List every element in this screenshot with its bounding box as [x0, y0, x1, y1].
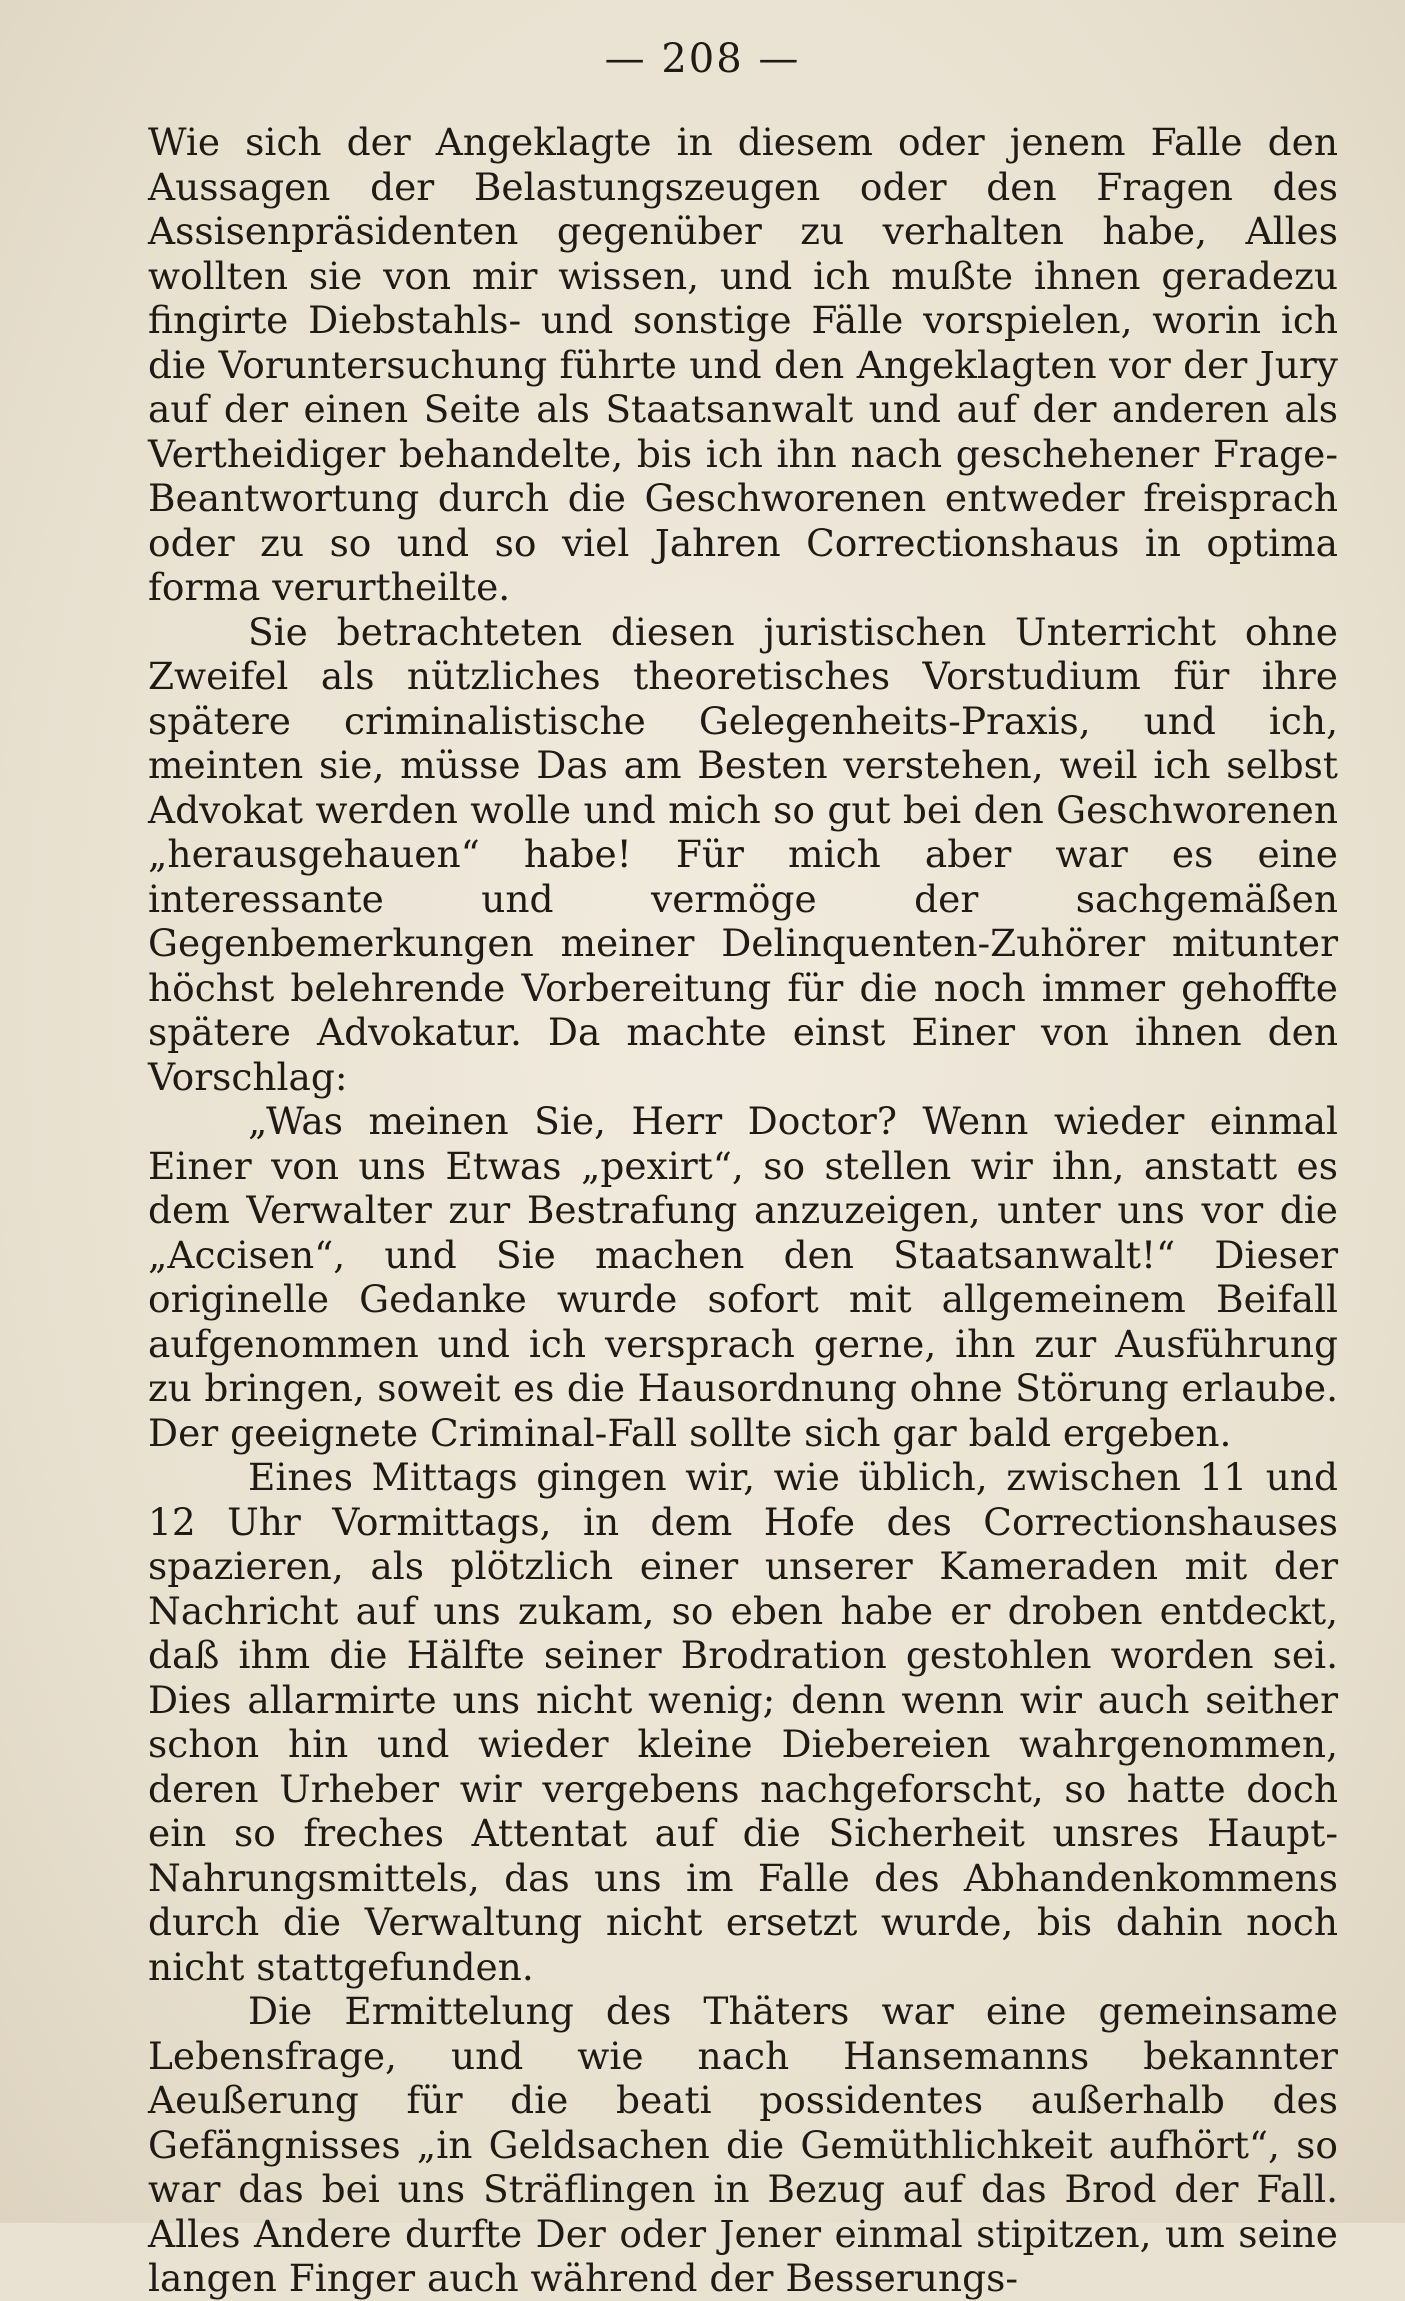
paragraph-4: Eines Mittags gingen wir, wie üblich, zwischen 11 und 12 Uhr Vormittags, in dem Hofe des Correctionshauses spazieren, als plötzlich einer unserer Kameraden mit der Nachricht auf uns zukam, so eben habe er droben entdeckt, daß ihm die Hälfte seiner Brodration gestohlen worden sei. Dies allarmirte uns nicht wenig; denn wenn wir auch seither schon hin und wieder kleine Diebereien wahrgenommen, deren Urheber wir vergebens nachgeforscht, so hatte doch ein so freches Attentat auf die Sicherheit unsres Haupt-Nahrungsmittels, das uns im Falle des Abhandenkommens durch die Verwaltung nicht ersetzt wurde, bis dahin noch nicht stattgefunden. [148, 1455, 1338, 1989]
paragraph-5: Die Ermittelung des Thäters war eine gemeinsame Lebensfrage, und wie nach Hansemanns bekannter Aeußerung für die beati possidentes außerhalb des Gefängnisses „in Geldsachen die Gemüthlichkeit aufhört“, so war das bei uns Sträflingen in Bezug auf das Brod der Fall. Alles Andere durfte Der oder Jener einmal stipitzen, um seine langen Finger auch während der Besserungs- [148, 1989, 1338, 2300]
paragraph-2: Sie betrachteten diesen juristischen Unterricht ohne Zweifel als nützliches theoretisches Vorstudium für ihre spätere criminalistische Gelegenheits-Praxis, und ich, meinten sie, müsse Das am Besten verstehen, weil ich selbst Advokat werden wolle und mich so gut bei den Geschworenen „herausgehauen“ habe! Für mich aber war es eine interessante und vermöge der sachgemäßen Gegenbemerkungen meiner Delinquenten-Zuhörer mitunter höchst belehrende Vorbereitung für die noch immer gehoffte spätere Advokatur. Da machte einst Einer von ihnen den Vorschlag: [148, 609, 1338, 1099]
page-body-text [148, 120, 1338, 2301]
paragraph-1: Wie sich der Angeklagte in diesem oder jenem Falle den Aussagen der Belastungszeugen oder den Fragen des Assisenpräsidenten gegenüber zu verhalten habe, Alles wollten sie von mir wissen, und ich mußte ihnen geradezu fingirte Diebstahls- und sonstige Fälle vorspielen, worin ich die Voruntersuchung führte und den Angeklagten vor der Jury auf der einen Seite als Staatsanwalt und auf der anderen als Vertheidiger behandelte, bis ich ihn nach geschehener Frage-Beantwortung durch die Geschworenen entweder freisprach oder zu so und so viel Jahren Correctionshaus in optima forma verurtheilte. [148, 120, 1338, 609]
paragraph-3: „Was meinen Sie, Herr Doctor? Wenn wieder einmal Einer von uns Etwas „pexirt“, so stellen wir ihn, anstatt es dem Verwalter zur Bestrafung anzuzeigen, unter uns vor die „Accisen“, und Sie machen den Staatsanwalt!“ Dieser originelle Gedanke wurde sofort mit allgemeinem Beifall aufgenommen und ich versprach gerne, ihn zur Ausführung zu bringen, soweit es die Hausordnung ohne Störung erlaube. Der geeignete Criminal-Fall sollte sich gar bald ergeben. [148, 1099, 1338, 1455]
page-number: — 208 — [604, 36, 801, 82]
